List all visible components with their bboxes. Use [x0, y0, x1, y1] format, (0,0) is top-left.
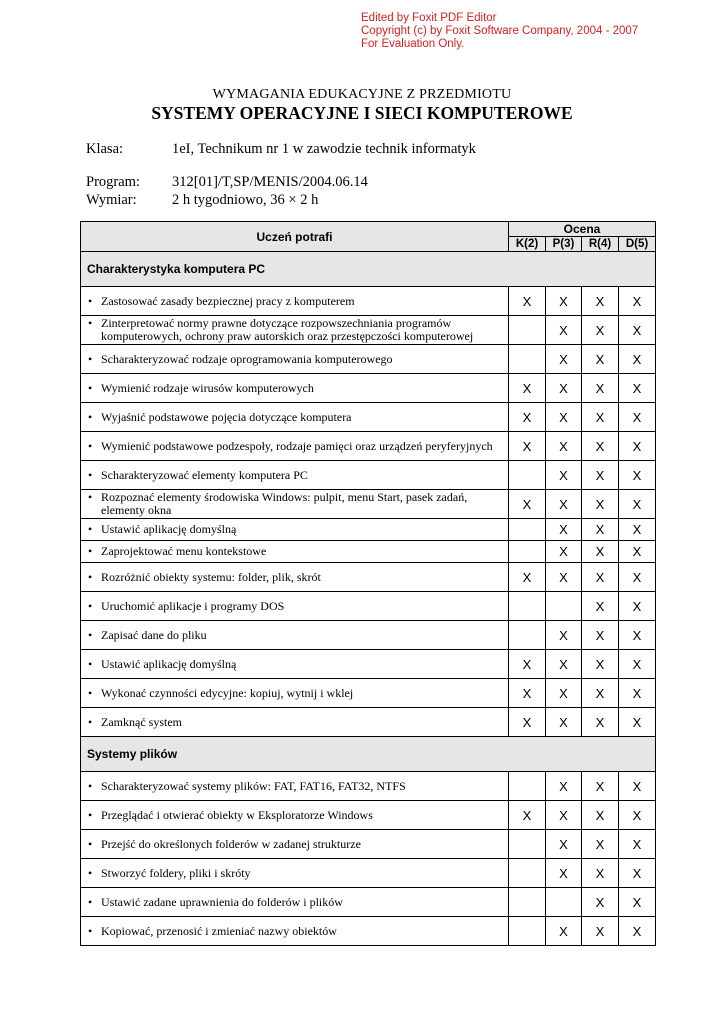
skill-text: Uruchomić aplikacje i programy DOS [101, 598, 285, 613]
bullet-icon: • [88, 409, 93, 424]
table-row [81, 316, 656, 345]
grade-mark [509, 592, 546, 621]
grade-mark: X [619, 461, 656, 490]
grade-mark: X [619, 650, 656, 679]
grade-mark: X [546, 679, 582, 708]
grade-mark: X [619, 888, 656, 917]
grade-mark: X [582, 708, 619, 737]
grade-mark: X [546, 316, 582, 345]
grade-mark: X [619, 679, 656, 708]
grade-mark [509, 830, 546, 859]
skill-text: Kopiować, przenosić i zmieniać nazwy obiektów [101, 923, 337, 938]
bullet-icon: • [88, 467, 93, 482]
grade-mark: X [619, 772, 656, 801]
table-row [81, 801, 656, 830]
table-row [81, 287, 656, 316]
grade-mark: X [582, 519, 619, 541]
bullet-icon: • [88, 438, 93, 453]
bullet-icon: • [88, 836, 93, 851]
skill-text: Rozróżnić obiekty systemu: folder, plik, skrót [101, 569, 321, 584]
skill-cell [81, 650, 509, 679]
grade-mark: X [582, 801, 619, 830]
grade-header-p: P(3) [546, 237, 582, 252]
grade-mark: X [582, 403, 619, 432]
grade-mark: X [546, 708, 582, 737]
requirements-table [80, 221, 656, 946]
skill-cell [81, 679, 509, 708]
grade-mark: X [509, 650, 546, 679]
grade-mark: X [619, 801, 656, 830]
table-row [81, 917, 656, 946]
skill-cell [81, 917, 509, 946]
wymiar-label: Wymiar: [86, 192, 137, 208]
grade-mark: X [546, 917, 582, 946]
grade-mark [546, 888, 582, 917]
grade-mark: X [546, 541, 582, 563]
grade-mark: X [509, 679, 546, 708]
bullet-icon: • [88, 923, 93, 938]
grade-mark [509, 859, 546, 888]
table-row [81, 650, 656, 679]
skill-cell [81, 519, 509, 541]
grade-mark: X [582, 621, 619, 650]
grade-mark: X [546, 519, 582, 541]
bullet-icon: • [88, 522, 93, 536]
bullet-icon: • [88, 714, 93, 729]
section-title: Charakterystyka komputera PC [81, 252, 656, 287]
bullet-icon: • [88, 627, 93, 642]
bullet-icon: • [88, 685, 93, 700]
program-value: 312[01]/T,SP/MENIS/2004.06.14 [172, 174, 368, 190]
grade-mark: X [619, 374, 656, 403]
skill-cell [81, 374, 509, 403]
table-row [81, 592, 656, 621]
grade-mark: X [582, 287, 619, 316]
table-row [81, 461, 656, 490]
grade-mark: X [546, 830, 582, 859]
skill-text: Rozpoznać elementy środowiska Windows: pulpit, menu Start, pasek zadań, elementy okna [101, 490, 468, 517]
grade-mark [509, 345, 546, 374]
grade-mark: X [546, 490, 582, 519]
watermark-line-2: Copyright (c) by Foxit Software Company, 2004 - 2007 [361, 25, 639, 37]
grade-mark: X [509, 801, 546, 830]
skill-text: Wyjaśnić podstawowe pojęcia dotyczące komputera [101, 409, 352, 424]
skill-cell [81, 490, 509, 519]
grade-mark: X [619, 519, 656, 541]
skill-text: Wymienić rodzaje wirusów komputerowych [101, 380, 314, 395]
skill-cell [81, 859, 509, 888]
grade-header-k: K(2) [509, 237, 546, 252]
grade-mark: X [619, 403, 656, 432]
skill-text: Wykonać czynności edycyjne: kopiuj, wytnij i wklej [101, 685, 354, 700]
skill-text: Zinterpretować normy prawne dotyczące rozpowszechniania programów komputerowych, ochrony praw autorskich oraz przestępczości komputerowej [101, 316, 474, 343]
bullet-icon: • [88, 316, 93, 330]
grade-mark: X [582, 772, 619, 801]
skill-cell [81, 345, 509, 374]
grade-mark: X [582, 432, 619, 461]
grade-mark: X [582, 490, 619, 519]
skill-text: Zaprojektować menu kontekstowe [101, 544, 267, 558]
grade-mark: X [619, 917, 656, 946]
bullet-icon: • [88, 351, 93, 366]
watermark-line-3: For Evaluation Only. [361, 38, 465, 50]
bullet-icon: • [88, 778, 93, 793]
skill-text: Ustawić zadane uprawnienia do folderów i plików [101, 894, 343, 909]
grade-mark: X [582, 888, 619, 917]
bullet-icon: • [88, 598, 93, 613]
skill-cell [81, 888, 509, 917]
skill-cell [81, 461, 509, 490]
bullet-icon: • [88, 490, 93, 504]
skill-text: Wymienić podstawowe podzespoły, rodzaje pamięci oraz urządzeń peryferyjnych [101, 438, 493, 453]
bullet-icon: • [88, 293, 93, 308]
grade-mark: X [546, 859, 582, 888]
table-row [81, 490, 656, 519]
skill-text: Ustawić aplikację domyślną [101, 522, 237, 536]
grade-mark: X [546, 650, 582, 679]
grade-mark: X [509, 708, 546, 737]
column-header-skill: Uczeń potrafi [81, 222, 509, 252]
grade-mark: X [582, 592, 619, 621]
grade-header-r: R(4) [582, 237, 619, 252]
skill-text: Zapisać dane do pliku [101, 627, 207, 642]
skill-cell [81, 403, 509, 432]
skill-cell [81, 563, 509, 592]
grade-mark: X [582, 859, 619, 888]
table-row [81, 708, 656, 737]
bullet-icon: • [88, 865, 93, 880]
grade-mark: X [546, 403, 582, 432]
grade-mark: X [582, 345, 619, 374]
grade-mark: X [509, 374, 546, 403]
klasa-label: Klasa: [86, 141, 124, 157]
grade-mark: X [582, 541, 619, 563]
grade-mark [509, 888, 546, 917]
grade-mark [509, 621, 546, 650]
skill-text: Zamknąć system [101, 714, 182, 729]
column-header-ocena: Ocena [509, 222, 656, 237]
skill-cell [81, 432, 509, 461]
grade-mark: X [619, 830, 656, 859]
table-row [81, 519, 656, 541]
section-row [81, 252, 656, 287]
table-row [81, 374, 656, 403]
grade-mark: X [509, 287, 546, 316]
grade-mark: X [509, 432, 546, 461]
table-row [81, 888, 656, 917]
table-row [81, 621, 656, 650]
editor-watermark [361, 12, 711, 51]
skill-text: Przejść do określonych folderów w zadanej strukturze [101, 836, 361, 851]
grade-mark: X [546, 621, 582, 650]
skill-cell [81, 621, 509, 650]
bullet-icon: • [88, 807, 93, 822]
grade-mark [509, 316, 546, 345]
info-klasa [86, 141, 476, 158]
skill-text: Scharakteryzować systemy plików: FAT, FAT16, FAT32, NTFS [101, 778, 406, 793]
grade-mark: X [619, 708, 656, 737]
grade-mark: X [546, 461, 582, 490]
grade-mark: X [619, 287, 656, 316]
grade-mark [509, 541, 546, 563]
wymiar-value: 2 h tygodniowo, 36 × 2 h [172, 192, 319, 208]
skill-cell [81, 801, 509, 830]
grade-mark: X [619, 859, 656, 888]
section-row [81, 737, 656, 772]
grade-mark: X [546, 563, 582, 592]
grade-mark: X [582, 917, 619, 946]
program-label: Program: [86, 174, 140, 190]
skill-cell [81, 772, 509, 801]
skill-cell [81, 708, 509, 737]
grade-mark: X [582, 461, 619, 490]
grade-mark [509, 917, 546, 946]
grade-mark: X [582, 563, 619, 592]
grade-mark: X [546, 287, 582, 316]
skill-cell [81, 541, 509, 563]
document-title: SYSTEMY OPERACYJNE I SIECI KOMPUTEROWE [151, 103, 573, 123]
table-row [81, 772, 656, 801]
grade-mark: X [546, 374, 582, 403]
skill-text: Przeglądać i otwierać obiekty w Eksploratorze Windows [101, 807, 373, 822]
grade-mark: X [509, 563, 546, 592]
grade-mark: X [546, 432, 582, 461]
grade-mark: X [582, 830, 619, 859]
skill-text: Zastosować zasady bezpiecznej pracy z komputerem [101, 293, 355, 308]
grade-mark: X [619, 316, 656, 345]
grade-mark: X [619, 563, 656, 592]
section-title: Systemy plików [81, 737, 656, 772]
grade-mark: X [582, 679, 619, 708]
grade-mark: X [619, 592, 656, 621]
grade-mark [509, 461, 546, 490]
info-program [86, 174, 368, 191]
document-subtitle: WYMAGANIA EDUKACYJNE Z PRZEDMIOTU [212, 87, 512, 102]
skill-text: Ustawić aplikację domyślną [101, 656, 237, 671]
grade-mark: X [619, 621, 656, 650]
skill-text: Stworzyć foldery, pliki i skróty [101, 865, 251, 880]
grade-mark: X [546, 345, 582, 374]
bullet-icon: • [88, 656, 93, 671]
info-wymiar [86, 192, 318, 209]
grade-mark: X [546, 801, 582, 830]
grade-mark [509, 772, 546, 801]
grade-mark: X [619, 345, 656, 374]
klasa-value: 1eI, Technikum nr 1 w zawodzie technik informatyk [172, 141, 476, 157]
table-row [81, 859, 656, 888]
grade-mark: X [619, 490, 656, 519]
table-row [81, 679, 656, 708]
table-body [81, 252, 656, 946]
table-row [81, 403, 656, 432]
bullet-icon: • [88, 544, 93, 558]
grade-mark: X [509, 490, 546, 519]
bullet-icon: • [88, 894, 93, 909]
grade-mark [509, 519, 546, 541]
skill-cell [81, 287, 509, 316]
grade-mark: X [582, 374, 619, 403]
grade-mark: X [619, 541, 656, 563]
grade-mark: X [509, 403, 546, 432]
skill-text: Scharakteryzować elementy komputera PC [101, 467, 308, 482]
grade-mark: X [582, 650, 619, 679]
grade-mark: X [546, 772, 582, 801]
grade-header-d: D(5) [619, 237, 656, 252]
table-row [81, 830, 656, 859]
skill-cell [81, 830, 509, 859]
grade-mark: X [619, 432, 656, 461]
bullet-icon: • [88, 380, 93, 395]
table-row [81, 345, 656, 374]
table-row [81, 563, 656, 592]
bullet-icon: • [88, 569, 93, 584]
table-row [81, 541, 656, 563]
table-row [81, 432, 656, 461]
watermark-line-1: Edited by Foxit PDF Editor [361, 12, 497, 24]
skill-cell [81, 592, 509, 621]
skill-cell [81, 316, 509, 345]
skill-text: Scharakteryzować rodzaje oprogramowania komputerowego [101, 351, 393, 366]
grade-mark [546, 592, 582, 621]
grade-mark: X [582, 316, 619, 345]
